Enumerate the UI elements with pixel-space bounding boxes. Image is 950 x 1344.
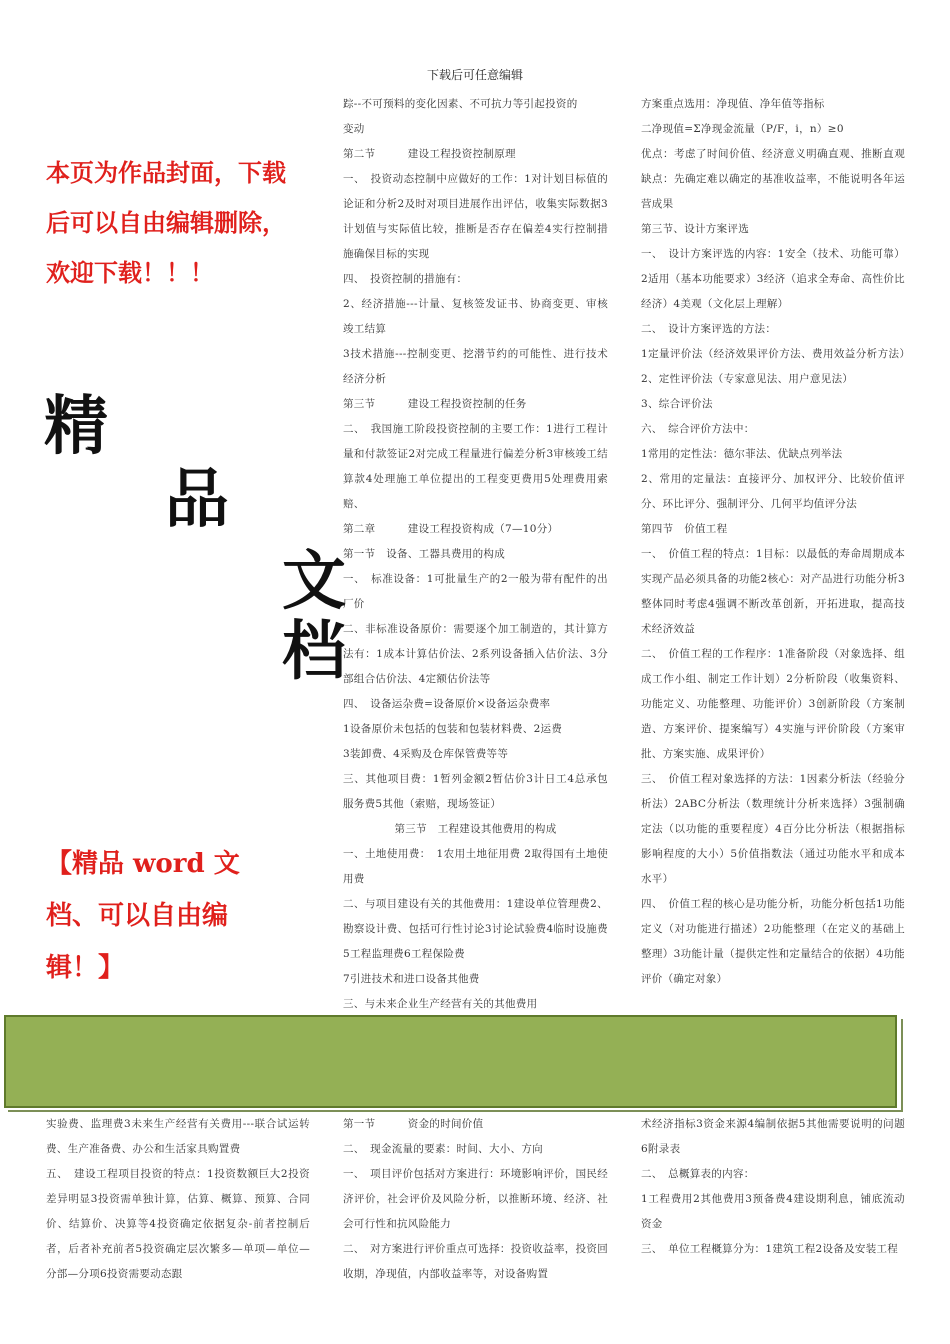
paragraph: 第二节 建设工程投资控制原理 — [343, 148, 516, 160]
paragraph: 二、 设计方案评选的方法： — [641, 323, 777, 335]
paragraph: 一、土地使用费： 1农用土地征用费 2取得国有土地使用费 — [343, 848, 608, 885]
paragraph: 二、 价值工程的工作程序：1准备阶段（对象选择、组成工作小组、制定工作计划）2分析阶段（收集资料、功能定义、功能整理、功能评价）3创新阶段（方案制造、方案评价、提案编写）4实施与评价阶段（方案审批、方案实施、成果评价） — [641, 648, 905, 760]
paragraph: 四、 价值工程的核心是功能分析，功能分析包括1功能定义（对功能进行描述）2功能整理（在定义的基础上整理）3功能计量（提供定性和定量结合的依据）4功能评价（确定对象） — [641, 898, 905, 985]
paragraph: 第二章 建设工程投资构成（7—10分） — [343, 523, 559, 535]
paragraph: 优点：考虑了时间价值、经济意义明确直观、推断直观缺点：先确定难以确定的基准收益率，不能说明各年运营成果 — [641, 148, 905, 210]
paragraph: 二、非标准设备原价：需要逐个加工制造的，其计算方法有：1成本计算估价法、2系列设备插入估价法、3分部组合估价法、4定额估价法等 — [343, 623, 608, 685]
cover-notice-line: 欢迎下载！！！ — [46, 259, 214, 287]
paragraph: 3、综合评价法 — [641, 398, 713, 410]
cover-char: 档 — [282, 615, 346, 689]
paragraph: 一、 设计方案评选的内容：1安全（技术、功能可靠）2适用（基本功能要求）3经济（追求全寿命、高性价比经济）4美观（文化层上理解） — [641, 248, 905, 310]
text-column-right — [641, 92, 905, 992]
cover-tagline — [46, 838, 310, 994]
paragraph: 第三节、设计方案评选 — [641, 223, 749, 235]
paragraph: 二、 我国施工阶段投资控制的主要工作：1进行工程计量和付款签证2对完成工程量进行偏差分析3审核竣工结算款4处理施工单位提出的工程变更费用5处理费用索赔、 — [343, 423, 608, 510]
paragraph: 方案重点选用：净现值、净年值等指标 — [641, 98, 825, 110]
paragraph: 第四节 价值工程 — [641, 523, 728, 535]
paragraph: 7引进技术和进口设备其他费 — [343, 973, 480, 985]
paragraph: 二、 现金流量的要素：时间、大小、方向 — [343, 1143, 543, 1155]
paragraph: 第三节 建设工程投资控制的任务 — [343, 398, 527, 410]
cover-notice-line: 后可以自由编辑删除， — [46, 209, 286, 237]
paragraph: 三、 单位工程概算分为：1建筑工程2设备及安装工程 — [641, 1243, 899, 1255]
paragraph: 1常用的定性法：德尔菲法、优缺点列举法 — [641, 448, 843, 460]
paragraph: 二、 对方案进行评价重点可选择：投资收益率，投资回收期，净现值，内部收益率等，对设备购置 — [343, 1243, 608, 1280]
cover-char: 精 — [44, 390, 108, 464]
paragraph: 1定量评价法（经济效果评价方法、费用效益分析方法）2、定性评价法（专家意见法、用户意见法） — [641, 348, 905, 385]
cover-tagline-line: 档、可以自由编 — [46, 901, 229, 931]
paragraph: 1设备原价未包括的包装和包装材料费、2运费 — [343, 723, 563, 735]
paragraph: 第一节 资金的时间价值 — [343, 1118, 484, 1130]
paragraph: 变动 — [343, 123, 365, 135]
paragraph: 三、其他项目费：1暂列金额2暂估价3计日工4总承包服务费5其他（索赔，现场签证） — [343, 773, 608, 810]
cover-char: 文 — [282, 545, 346, 619]
paragraph: 四、 投资控制的措施有： — [343, 273, 468, 285]
cover-tagline-line: 辑！】 — [46, 953, 125, 983]
paragraph: 二、与项目建设有关的其他费用：1建设单位管理费2、勘察设计费、包括可行性讨论3讨论试验费4临时设施费 5工程监理费6工程保险费 — [343, 898, 619, 960]
paragraph: 第一节 设备、工器具费用的构成 — [343, 548, 505, 560]
text-column-bottom-middle — [343, 1112, 608, 1287]
paragraph: 三、 价值工程对象选择的方法：1因素分析法（经验分析法）2ABC分析法（数理统计分析来选择）3强制确定法（以功能的重要程度）4百分比分析法（根据指标影响程度的大小）5价值指数法（通过功能水平和成本水平） — [641, 773, 905, 885]
cover-char: 品 — [165, 463, 229, 537]
text-column-bottom-right — [641, 1112, 905, 1262]
paragraph: 1工程费用2其他费用3预备费4建设期利息，铺底流动资金 — [641, 1193, 905, 1230]
paragraph: 二、 总概算表的内容： — [641, 1168, 755, 1180]
paragraph: 3技术措施---控制变更、挖潜节约的可能性、进行技术经济分析 — [343, 348, 608, 385]
paragraph: 第三节 工程建设其他费用的构成 — [394, 823, 557, 835]
paragraph: 六、 综合评价方法中： — [641, 423, 755, 435]
paragraph: 二净现值=Σ净现金流量（P/F，i，n）≥0 — [641, 123, 844, 135]
paragraph: 实验费、监理费3未来生产经营有关费用---联合试运转费、生产准备费、办公和生活家具购置费 — [46, 1118, 310, 1155]
paragraph: 五、 建设工程项目投资的特点：1投资数额巨大2投资差异明显3投资需单独计算，估算、概算、预算、合同价、结算价、决算等4投资确定依据复杂-前者控制后者，后者补充前者5投资确定层次繁多—单项—单位—分部—分项6投资需要动态跟 — [46, 1168, 310, 1280]
paragraph: 踪--不可预料的变化因素、不可抗力等引起投资的 — [343, 98, 578, 110]
paragraph: 一、 项目评价包括对方案进行：环境影响评价，国民经济评价，社会评价及风险分析，以推断环境、经济、社会可行性和抗风险能力 — [343, 1168, 608, 1230]
paragraph: 一、 标准设备：1可批量生产的2一般为带有配件的出厂价 — [343, 573, 608, 610]
cover-notice-line: 本页为作品封面，下载 — [46, 159, 286, 187]
text-column-middle — [343, 92, 619, 1017]
paragraph: 四、 设备运杂费=设备原价×设备运杂费率 — [343, 698, 551, 710]
page-header: 下载后可任意编辑 — [426, 68, 523, 82]
green-banner — [4, 1015, 897, 1108]
paragraph: 2、常用的定量法：直接评分、加权评分、比较价值评分、环比评分、强制评分、几何平均值评分法 — [641, 473, 905, 510]
paragraph: 3装卸费、4采购及仓库保管费等等 — [343, 748, 509, 760]
cover-tagline-line: 【精品 word 文 — [46, 849, 240, 879]
text-column-bottom-left — [46, 1112, 310, 1287]
paragraph: 一、 投资动态控制中应做好的工作：1对计划目标值的论证和分析2及时对项目进展作出评估，收集实际数据3计划值与实际值比较，推断是否存在偏差4实行控制措施确保目标的实现 — [343, 173, 608, 260]
paragraph: 术经济指标3资金来源4编制依据5其他需要说明的问题6附录表 — [641, 1118, 905, 1155]
paragraph: 一、 价值工程的特点：1目标：以最低的寿命周期成本实现产品必须具备的功能2核心：对产品进行功能分析3整体同时考虑4强调不断改革创新，开拓进取，提高技术经济效益 — [641, 548, 905, 635]
paragraph: 三、与未来企业生产经营有关的其他费用 — [343, 998, 538, 1010]
paragraph: 2、经济措施---计量、复核签发证书、协商变更、审核竣工结算 — [343, 298, 608, 335]
cover-notice — [46, 148, 314, 298]
